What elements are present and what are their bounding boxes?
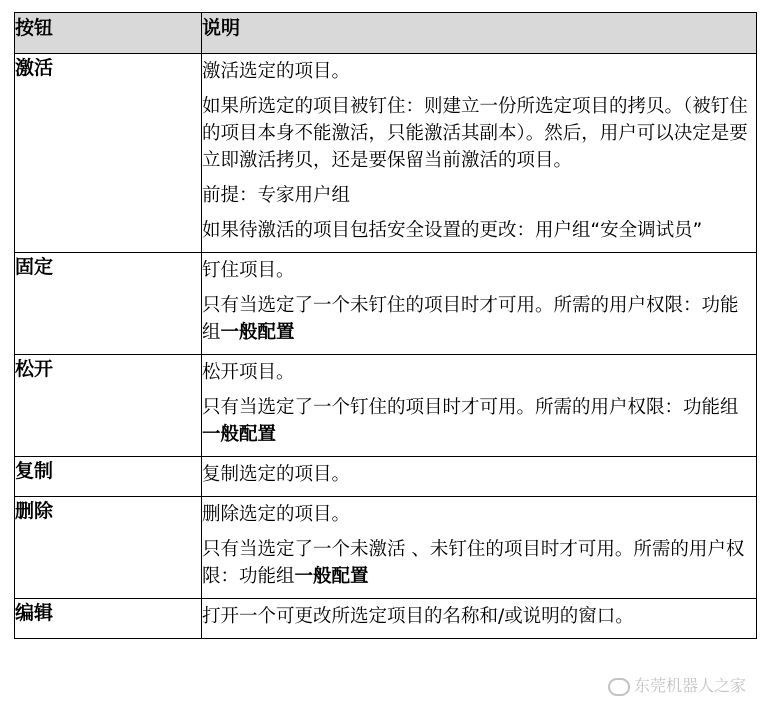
watermark (608, 673, 746, 696)
button-name: 激活 (15, 54, 202, 253)
description-paragraph: 复制选定的项目。 (202, 464, 351, 485)
description-cell (202, 457, 757, 497)
description-cell (202, 355, 757, 457)
rights-text: 只有当选定了一个未钉住的项目时才可用。所需的用户权限：功能组 (202, 295, 739, 343)
description-paragraph: 删除选定的项目。 (202, 504, 351, 525)
table-row (15, 457, 757, 497)
button-name: 编辑 (15, 599, 202, 639)
table-row (15, 355, 757, 457)
description-cell (202, 497, 757, 599)
description-cell (202, 599, 757, 639)
description-paragraph: 如果待激活的项目包括安全设置的更改：用户组“安全调试员” (202, 220, 703, 241)
table-row (15, 497, 757, 599)
description-paragraph: 前提：专家用户组 (202, 185, 351, 206)
table-row (15, 54, 757, 253)
button-description-table (14, 12, 757, 639)
header-description: 说明 (202, 13, 757, 54)
rights-paragraph (202, 536, 756, 590)
rights-text: 只有当选定了一个未激活 、未钉住的项目时才可用。所需的用户权限：功能组 (202, 539, 745, 587)
watermark-text: 东莞机器人之家 (633, 676, 746, 695)
rights-paragraph (202, 292, 756, 346)
button-name: 固定 (15, 253, 202, 355)
button-name: 复制 (15, 457, 202, 497)
description-cell (202, 253, 757, 355)
button-name: 松开 (15, 355, 202, 457)
table-header-row (15, 13, 757, 54)
rights-group: 一般配置 (202, 424, 277, 445)
header-button: 按钮 (15, 13, 202, 54)
rights-paragraph (202, 394, 756, 448)
rights-group: 一般配置 (220, 322, 295, 343)
description-paragraph: 钉住项目。 (202, 260, 295, 281)
description-paragraph: 如果所选定的项目被钉住：则建立一份所选定项目的拷贝。（被钉住的项目本身不能激活，只能激活其副本）。然后，用户可以决定是要立即激活拷贝，还是要保留当前激活的项目。 (202, 96, 748, 171)
rights-text: 只有当选定了一个钉住的项目时才可用。所需的用户权限：功能组 (202, 397, 739, 418)
description-paragraph: 打开一个可更改所选定项目的名称和/或说明的窗口。 (202, 606, 634, 627)
button-name: 删除 (15, 497, 202, 599)
table-row (15, 253, 757, 355)
table-row (15, 599, 757, 639)
description-paragraph: 激活选定的项目。 (202, 61, 351, 82)
wechat-icon (608, 678, 630, 696)
description-paragraph: 松开项目。 (202, 362, 295, 383)
description-cell (202, 54, 757, 253)
rights-group: 一般配置 (294, 566, 369, 587)
